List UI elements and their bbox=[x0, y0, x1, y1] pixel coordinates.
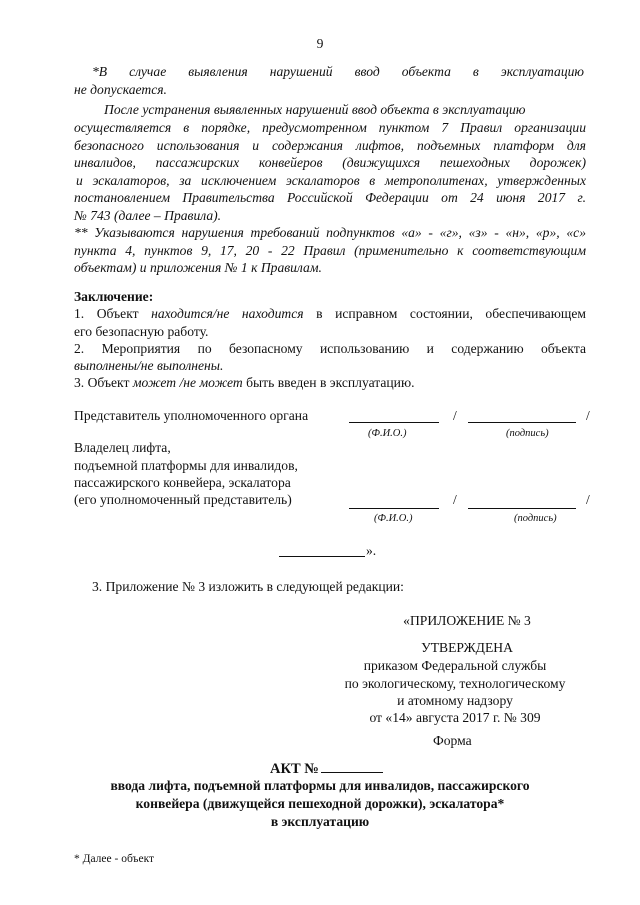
owner-line4: (его уполномоченный представитель) bbox=[74, 492, 292, 507]
conclusion-item3: 3. Объект может /не может быть введен в эксплуатацию. bbox=[74, 375, 415, 390]
representative-signature-line bbox=[468, 410, 576, 423]
owner-fio-caption: (Ф.И.О.) bbox=[374, 513, 413, 524]
owner-slash-2: / bbox=[586, 492, 590, 507]
note1-p2-line4: инвалидов, пассажирских конвейеров (движущихся пешеходных дорожек) bbox=[74, 155, 586, 170]
note2-line1: ** Указываются нарушения требований подпунктов «а» - «г», «з» - «н», «р», «с» bbox=[74, 225, 586, 240]
note1-p2-line6: постановлением Правительства Российской Федерации от 24 июня 2017 г. bbox=[74, 190, 586, 205]
representative-slash-1: / bbox=[453, 408, 457, 423]
owner-signature-caption: (подпись) bbox=[514, 513, 557, 524]
footnote: * Далее - объект bbox=[74, 853, 155, 865]
closing-quote: ». bbox=[366, 543, 377, 558]
representative-fio-line bbox=[349, 410, 439, 423]
appendix-line1: приказом Федеральной службы bbox=[363, 658, 547, 673]
conclusion-heading: Заключение: bbox=[74, 289, 154, 304]
page-number: 9 bbox=[316, 36, 324, 51]
appendix-title: «ПРИЛОЖЕНИЕ № 3 bbox=[403, 613, 531, 628]
amendment-text: 3. Приложение № 3 изложить в следующей редакции: bbox=[92, 579, 404, 594]
owner-line2: подъемной платформы для инвалидов, bbox=[74, 458, 298, 473]
owner-fio-line bbox=[349, 496, 439, 509]
note1-p2-line5: и эскалаторов, за исключением эскалаторов в метрополитенах, утвержденных bbox=[76, 173, 586, 188]
act-line1: ввода лифта, подъемной платформы для инвалидов, пассажирского bbox=[110, 778, 530, 793]
note1-line1: *В случае выявления нарушений ввод объекта в эксплуатацию bbox=[92, 64, 584, 79]
appendix-form-label: Форма bbox=[433, 733, 472, 748]
closing-blank-line bbox=[279, 544, 365, 557]
representative-label: Представитель уполномоченного органа bbox=[74, 408, 309, 423]
conclusion-item1-line1: 1. Объект находится/не находится в исправном состоянии, обеспечивающем bbox=[74, 306, 586, 321]
note1-p2-line1: После устранения выявленных нарушений ввод объекта в эксплуатацию bbox=[104, 102, 526, 117]
conclusion-item2-line1: 2. Мероприятия по безопасному использованию и содержанию объекта bbox=[74, 341, 586, 356]
owner-signature-line bbox=[468, 496, 576, 509]
note2-line2: пункта 4, пунктов 9, 17, 20 - 22 Правил (применительно к соответствующим bbox=[74, 243, 586, 258]
appendix-line2: по экологическому, технологическому bbox=[344, 676, 566, 691]
owner-slash-1: / bbox=[453, 492, 457, 507]
note1-p2-line7: № 743 (далее – Правила). bbox=[74, 208, 222, 223]
note1-p2-line2: осуществляется в порядке, предусмотренном пунктом 7 Правил организации bbox=[74, 120, 586, 135]
note1-line2: не допускается. bbox=[74, 82, 167, 97]
owner-line3: пассажирского конвейера, эскалатора bbox=[74, 475, 291, 490]
representative-signature-caption: (подпись) bbox=[506, 428, 549, 439]
representative-slash-2: / bbox=[586, 408, 590, 423]
representative-fio-caption: (Ф.И.О.) bbox=[368, 428, 407, 439]
owner-line1: Владелец лифта, bbox=[74, 440, 171, 455]
note1-p2-line3: безопасного использования и содержания лифтов, подъемных платформ для bbox=[74, 138, 586, 153]
act-title: АКТ № bbox=[270, 759, 383, 778]
appendix-line3: и атомному надзору bbox=[397, 693, 513, 708]
act-line2: конвейера (движущейся пешеходной дорожки), эскалатора* bbox=[135, 796, 505, 811]
note2-line3: объектам) и приложения № 1 к Правилам. bbox=[74, 260, 322, 275]
appendix-line4: от «14» августа 2017 г. № 309 bbox=[369, 710, 541, 725]
conclusion-item2-line2: выполнены/не выполнены. bbox=[74, 358, 224, 373]
conclusion-item1-line2: его безопасную работу. bbox=[74, 324, 209, 339]
appendix-approved: УТВЕРЖДЕНА bbox=[421, 640, 513, 655]
act-line3: в эксплуатацию bbox=[270, 814, 370, 829]
